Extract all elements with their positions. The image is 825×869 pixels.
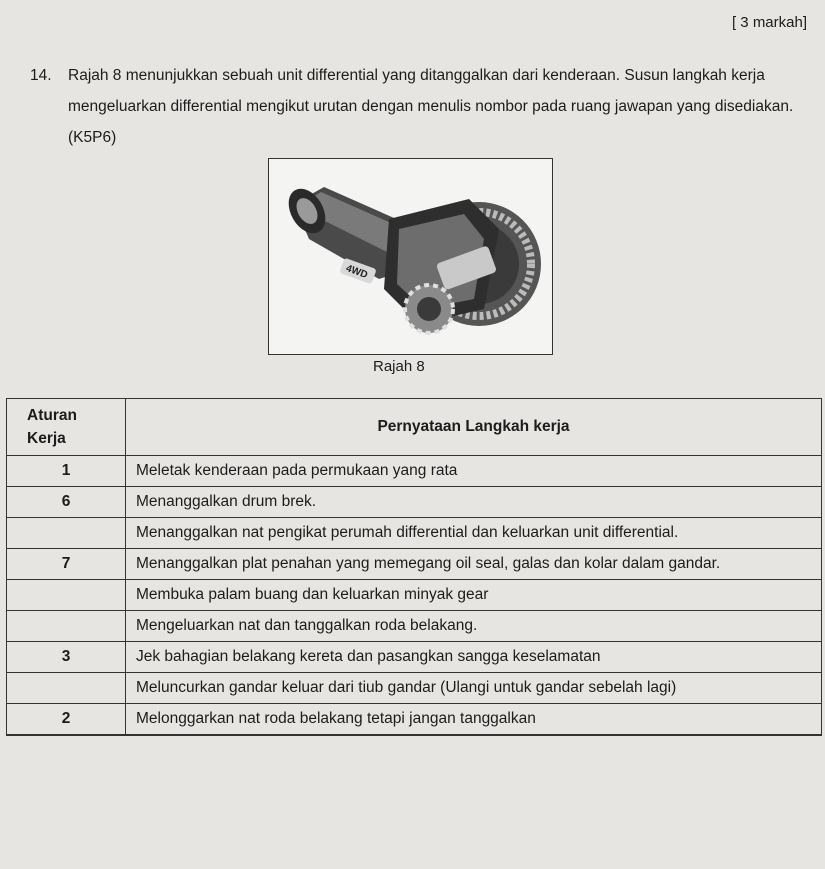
question-text: Rajah 8 menunjukkan sebuah unit differential yang ditanggalkan dari kenderaan. Susun langkah kerja mengeluarkan differential mengikut urutan dengan menulis nombor pada ruang jawapan yang disediakan.(K5P6) — [68, 67, 794, 146]
table-row — [7, 518, 822, 549]
statement-cell: Membuka palam buang dan keluarkan minyak gear — [126, 580, 822, 611]
statement-cell: Menanggalkan drum brek. — [126, 487, 822, 518]
table-row — [7, 549, 822, 580]
order-cell[interactable]: 6 — [7, 487, 126, 518]
order-cell[interactable]: 2 — [7, 704, 126, 736]
statement-cell: Meletak kenderaan pada permukaan yang rata — [126, 456, 822, 487]
statement-cell: Meluncurkan gandar keluar dari tiub gandar (Ulangi untuk gandar sebelah lagi) — [126, 673, 822, 704]
marks-label: [ 3 markah] — [731, 14, 807, 31]
differential-illustration — [269, 159, 552, 354]
statement-cell: Jek bahagian belakang kereta dan pasangkan sangga keselamatan — [126, 642, 822, 673]
table-row — [7, 456, 822, 487]
differential-figure — [268, 158, 553, 355]
steps-table — [6, 398, 822, 736]
order-cell[interactable] — [7, 611, 126, 642]
statement-cell: Menanggalkan nat pengikat perumah differential dan keluarkan unit differential. — [126, 518, 822, 549]
table-row — [7, 673, 822, 704]
statement-cell: Melonggarkan nat roda belakang tetapi jangan tanggalkan — [126, 704, 822, 736]
order-cell[interactable] — [7, 580, 126, 611]
order-cell[interactable]: 3 — [7, 642, 126, 673]
housing-label: 4WD — [344, 263, 369, 282]
statement-cell: Mengeluarkan nat dan tanggalkan roda belakang. — [126, 611, 822, 642]
order-cell[interactable]: 1 — [7, 456, 126, 487]
question-number: 14. — [30, 67, 52, 84]
header-statement: Pernyataan Langkah kerja — [126, 399, 822, 456]
order-cell[interactable]: 7 — [7, 549, 126, 580]
statement-cell: Menanggalkan plat penahan yang memegang oil seal, galas dan kolar dalam gandar. — [126, 549, 822, 580]
table-row — [7, 611, 822, 642]
order-cell[interactable] — [7, 518, 126, 549]
table-row — [7, 580, 822, 611]
table-row — [7, 704, 822, 736]
table-header-row — [7, 399, 822, 456]
table-row — [7, 487, 822, 518]
table-row — [7, 642, 822, 673]
question-block — [30, 60, 820, 153]
figure-caption: Rajah 8 — [373, 358, 425, 375]
header-order: Aturan Kerja — [7, 399, 126, 456]
order-cell[interactable] — [7, 673, 126, 704]
